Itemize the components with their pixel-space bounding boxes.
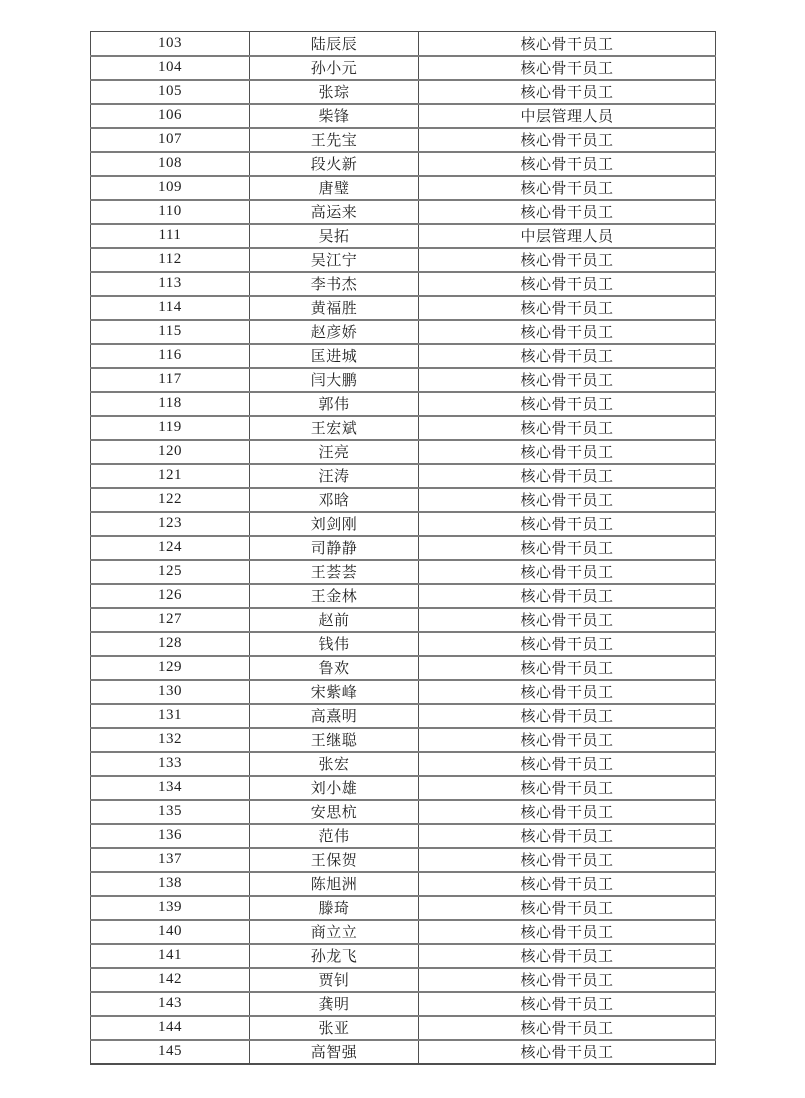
employee-name-cell: 汪亮 bbox=[250, 440, 419, 464]
employee-name-cell: 安思杭 bbox=[250, 800, 419, 824]
table-row bbox=[91, 416, 716, 440]
row-number-cell: 130 bbox=[91, 680, 250, 704]
employee-name-cell: 王继聪 bbox=[250, 728, 419, 752]
employee-category-cell: 核心骨干员工 bbox=[419, 152, 716, 176]
row-number-cell: 109 bbox=[91, 176, 250, 200]
row-number-cell: 118 bbox=[91, 392, 250, 416]
employee-category-cell: 核心骨干员工 bbox=[419, 440, 716, 464]
table-row bbox=[91, 656, 716, 680]
row-number-cell: 142 bbox=[91, 968, 250, 992]
employee-category-cell: 核心骨干员工 bbox=[419, 176, 716, 200]
employee-category-cell: 核心骨干员工 bbox=[419, 80, 716, 104]
row-number-cell: 143 bbox=[91, 992, 250, 1016]
table-row bbox=[91, 200, 716, 224]
employee-category-cell: 核心骨干员工 bbox=[419, 272, 716, 296]
table-row bbox=[91, 632, 716, 656]
row-number-cell: 110 bbox=[91, 200, 250, 224]
table-row bbox=[91, 392, 716, 416]
employee-category-cell: 中层管理人员 bbox=[419, 224, 716, 248]
employee-category-cell: 核心骨干员工 bbox=[419, 536, 716, 560]
row-number-cell: 113 bbox=[91, 272, 250, 296]
employee-name-cell: 闫大鹏 bbox=[250, 368, 419, 392]
row-number-cell: 108 bbox=[91, 152, 250, 176]
employee-category-cell: 核心骨干员工 bbox=[419, 1016, 716, 1040]
employee-name-cell: 高熹明 bbox=[250, 704, 419, 728]
employee-name-cell: 贾钊 bbox=[250, 968, 419, 992]
row-number-cell: 145 bbox=[91, 1040, 250, 1064]
table-row bbox=[91, 32, 716, 56]
employee-category-cell: 核心骨干员工 bbox=[419, 752, 716, 776]
employee-name-cell: 张琮 bbox=[250, 80, 419, 104]
employee-name-cell: 唐璧 bbox=[250, 176, 419, 200]
employee-category-cell: 核心骨干员工 bbox=[419, 776, 716, 800]
employee-name-cell: 赵前 bbox=[250, 608, 419, 632]
table-row bbox=[91, 272, 716, 296]
employee-category-cell: 核心骨干员工 bbox=[419, 56, 716, 80]
row-number-cell: 111 bbox=[91, 224, 250, 248]
employee-name-cell: 吴江宁 bbox=[250, 248, 419, 272]
table-row bbox=[91, 824, 716, 848]
row-number-cell: 133 bbox=[91, 752, 250, 776]
row-number-cell: 103 bbox=[91, 32, 250, 56]
row-number-cell: 106 bbox=[91, 104, 250, 128]
employee-category-cell: 核心骨干员工 bbox=[419, 728, 716, 752]
row-number-cell: 138 bbox=[91, 872, 250, 896]
table-row bbox=[91, 80, 716, 104]
employee-name-cell: 范伟 bbox=[250, 824, 419, 848]
employee-name-cell: 张宏 bbox=[250, 752, 419, 776]
employee-name-cell: 龚明 bbox=[250, 992, 419, 1016]
row-number-cell: 144 bbox=[91, 1016, 250, 1040]
table-row bbox=[91, 176, 716, 200]
employee-category-cell: 核心骨干员工 bbox=[419, 368, 716, 392]
table-row bbox=[91, 104, 716, 128]
employee-category-cell: 核心骨干员工 bbox=[419, 848, 716, 872]
table-row bbox=[91, 512, 716, 536]
employee-roster-table bbox=[90, 31, 716, 1065]
table-row bbox=[91, 608, 716, 632]
row-number-cell: 116 bbox=[91, 344, 250, 368]
employee-name-cell: 王先宝 bbox=[250, 128, 419, 152]
employee-name-cell: 宋紫峰 bbox=[250, 680, 419, 704]
table-row bbox=[91, 56, 716, 80]
employee-category-cell: 核心骨干员工 bbox=[419, 296, 716, 320]
row-number-cell: 141 bbox=[91, 944, 250, 968]
employee-name-cell: 张亚 bbox=[250, 1016, 419, 1040]
table-row bbox=[91, 296, 716, 320]
employee-category-cell: 核心骨干员工 bbox=[419, 704, 716, 728]
table-row bbox=[91, 776, 716, 800]
employee-name-cell: 钱伟 bbox=[250, 632, 419, 656]
table-row bbox=[91, 464, 716, 488]
employee-name-cell: 匡进城 bbox=[250, 344, 419, 368]
row-number-cell: 131 bbox=[91, 704, 250, 728]
table-row bbox=[91, 1016, 716, 1040]
employee-name-cell: 商立立 bbox=[250, 920, 419, 944]
employee-category-cell: 核心骨干员工 bbox=[419, 944, 716, 968]
employee-name-cell: 王保贺 bbox=[250, 848, 419, 872]
employee-name-cell: 柴锋 bbox=[250, 104, 419, 128]
table-row bbox=[91, 368, 716, 392]
row-number-cell: 115 bbox=[91, 320, 250, 344]
row-number-cell: 134 bbox=[91, 776, 250, 800]
employee-name-cell: 赵彦娇 bbox=[250, 320, 419, 344]
table-row bbox=[91, 152, 716, 176]
table-row bbox=[91, 968, 716, 992]
table-row bbox=[91, 728, 716, 752]
table-row bbox=[91, 584, 716, 608]
table-row bbox=[91, 344, 716, 368]
employee-name-cell: 王金林 bbox=[250, 584, 419, 608]
employee-name-cell: 刘剑刚 bbox=[250, 512, 419, 536]
employee-category-cell: 核心骨干员工 bbox=[419, 344, 716, 368]
row-number-cell: 137 bbox=[91, 848, 250, 872]
employee-category-cell: 核心骨干员工 bbox=[419, 896, 716, 920]
row-number-cell: 114 bbox=[91, 296, 250, 320]
employee-category-cell: 核心骨干员工 bbox=[419, 968, 716, 992]
employee-category-cell: 核心骨干员工 bbox=[419, 488, 716, 512]
employee-name-cell: 陆辰辰 bbox=[250, 32, 419, 56]
employee-category-cell: 核心骨干员工 bbox=[419, 128, 716, 152]
row-number-cell: 117 bbox=[91, 368, 250, 392]
employee-category-cell: 核心骨干员工 bbox=[419, 560, 716, 584]
employee-category-cell: 核心骨干员工 bbox=[419, 512, 716, 536]
employee-category-cell: 核心骨干员工 bbox=[419, 584, 716, 608]
row-number-cell: 135 bbox=[91, 800, 250, 824]
employee-category-cell: 核心骨干员工 bbox=[419, 608, 716, 632]
employee-name-cell: 陈旭洲 bbox=[250, 872, 419, 896]
employee-name-cell: 孙小元 bbox=[250, 56, 419, 80]
employee-category-cell: 核心骨干员工 bbox=[419, 824, 716, 848]
employee-category-cell: 核心骨干员工 bbox=[419, 32, 716, 56]
table-row bbox=[91, 800, 716, 824]
table-row bbox=[91, 920, 716, 944]
table-row bbox=[91, 944, 716, 968]
employee-category-cell: 核心骨干员工 bbox=[419, 992, 716, 1016]
table-row bbox=[91, 752, 716, 776]
employee-category-cell: 核心骨干员工 bbox=[419, 632, 716, 656]
employee-name-cell: 段火新 bbox=[250, 152, 419, 176]
employee-name-cell: 刘小雄 bbox=[250, 776, 419, 800]
row-number-cell: 122 bbox=[91, 488, 250, 512]
table-row bbox=[91, 128, 716, 152]
table-row bbox=[91, 704, 716, 728]
employee-name-cell: 汪涛 bbox=[250, 464, 419, 488]
table-row bbox=[91, 1040, 716, 1064]
employee-name-cell: 滕琦 bbox=[250, 896, 419, 920]
row-number-cell: 139 bbox=[91, 896, 250, 920]
employee-category-cell: 核心骨干员工 bbox=[419, 200, 716, 224]
row-number-cell: 123 bbox=[91, 512, 250, 536]
row-number-cell: 126 bbox=[91, 584, 250, 608]
employee-name-cell: 高运来 bbox=[250, 200, 419, 224]
employee-name-cell: 孙龙飞 bbox=[250, 944, 419, 968]
row-number-cell: 107 bbox=[91, 128, 250, 152]
row-number-cell: 136 bbox=[91, 824, 250, 848]
table-row bbox=[91, 872, 716, 896]
table-row bbox=[91, 992, 716, 1016]
row-number-cell: 125 bbox=[91, 560, 250, 584]
employee-category-cell: 核心骨干员工 bbox=[419, 464, 716, 488]
row-number-cell: 140 bbox=[91, 920, 250, 944]
table-row bbox=[91, 440, 716, 464]
row-number-cell: 124 bbox=[91, 536, 250, 560]
employee-name-cell: 郭伟 bbox=[250, 392, 419, 416]
employee-name-cell: 黄福胜 bbox=[250, 296, 419, 320]
employee-category-cell: 核心骨干员工 bbox=[419, 392, 716, 416]
employee-name-cell: 吴拓 bbox=[250, 224, 419, 248]
table-row bbox=[91, 248, 716, 272]
employee-name-cell: 王荟荟 bbox=[250, 560, 419, 584]
row-number-cell: 104 bbox=[91, 56, 250, 80]
row-number-cell: 121 bbox=[91, 464, 250, 488]
row-number-cell: 120 bbox=[91, 440, 250, 464]
employee-category-cell: 核心骨干员工 bbox=[419, 656, 716, 680]
table-row bbox=[91, 536, 716, 560]
row-number-cell: 112 bbox=[91, 248, 250, 272]
row-number-cell: 127 bbox=[91, 608, 250, 632]
table-row bbox=[91, 320, 716, 344]
row-number-cell: 119 bbox=[91, 416, 250, 440]
row-number-cell: 129 bbox=[91, 656, 250, 680]
table-row bbox=[91, 680, 716, 704]
roster-table-body bbox=[91, 32, 716, 1064]
employee-name-cell: 鲁欢 bbox=[250, 656, 419, 680]
employee-name-cell: 李书杰 bbox=[250, 272, 419, 296]
table-row bbox=[91, 848, 716, 872]
employee-category-cell: 中层管理人员 bbox=[419, 104, 716, 128]
row-number-cell: 105 bbox=[91, 80, 250, 104]
employee-category-cell: 核心骨干员工 bbox=[419, 872, 716, 896]
employee-category-cell: 核心骨干员工 bbox=[419, 1040, 716, 1064]
table-row bbox=[91, 560, 716, 584]
table-row bbox=[91, 896, 716, 920]
employee-category-cell: 核心骨干员工 bbox=[419, 680, 716, 704]
employee-category-cell: 核心骨干员工 bbox=[419, 800, 716, 824]
employee-category-cell: 核心骨干员工 bbox=[419, 920, 716, 944]
row-number-cell: 132 bbox=[91, 728, 250, 752]
employee-category-cell: 核心骨干员工 bbox=[419, 416, 716, 440]
employee-category-cell: 核心骨干员工 bbox=[419, 320, 716, 344]
employee-category-cell: 核心骨干员工 bbox=[419, 248, 716, 272]
table-row bbox=[91, 224, 716, 248]
employee-name-cell: 高智强 bbox=[250, 1040, 419, 1064]
employee-name-cell: 邓晗 bbox=[250, 488, 419, 512]
table-row bbox=[91, 488, 716, 512]
employee-name-cell: 王宏斌 bbox=[250, 416, 419, 440]
row-number-cell: 128 bbox=[91, 632, 250, 656]
employee-name-cell: 司静静 bbox=[250, 536, 419, 560]
